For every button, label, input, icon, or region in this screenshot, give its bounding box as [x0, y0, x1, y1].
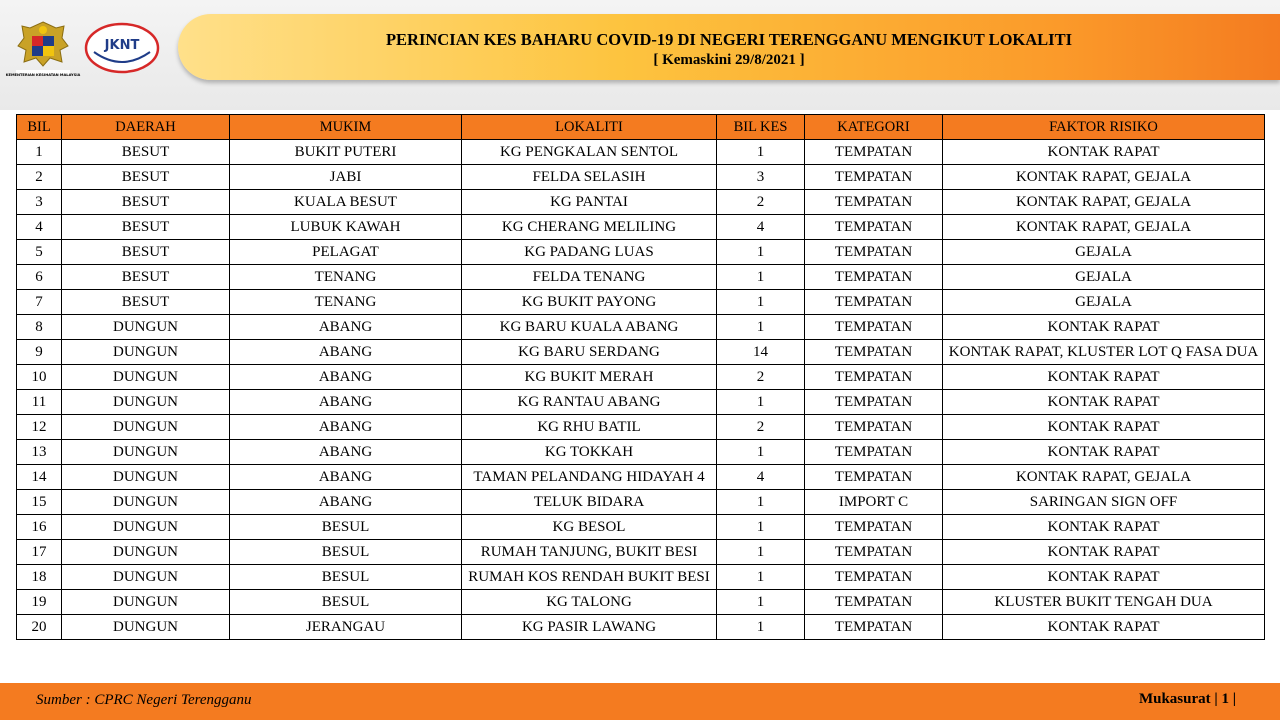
cell-lokaliti: KG PANTAI	[462, 190, 717, 215]
cell-daerah: DUNGUN	[62, 390, 230, 415]
cell-daerah: DUNGUN	[62, 365, 230, 390]
cell-mukim: BESUL	[230, 515, 462, 540]
table-row	[17, 490, 1265, 515]
cell-bil-kes: 3	[717, 165, 805, 190]
cell-mukim: ABANG	[230, 365, 462, 390]
cell-bil-kes: 1	[717, 140, 805, 165]
cell-bil-kes: 1	[717, 240, 805, 265]
col-header-faktor-risiko: FAKTOR RISIKO	[943, 115, 1265, 140]
table-row	[17, 515, 1265, 540]
cell-kategori: TEMPATAN	[805, 365, 943, 390]
table-row	[17, 190, 1265, 215]
cell-kategori: TEMPATAN	[805, 390, 943, 415]
cell-faktor-risiko: KONTAK RAPAT	[943, 365, 1265, 390]
cell-lokaliti: TELUK BIDARA	[462, 490, 717, 515]
cell-kategori: TEMPATAN	[805, 215, 943, 240]
cell-faktor-risiko: SARINGAN SIGN OFF	[943, 490, 1265, 515]
cell-kategori: TEMPATAN	[805, 140, 943, 165]
cell-daerah: BESUT	[62, 240, 230, 265]
cell-faktor-risiko: KONTAK RAPAT, GEJALA	[943, 215, 1265, 240]
col-header-daerah: DAERAH	[62, 115, 230, 140]
col-header-bil: BIL	[17, 115, 62, 140]
table-row	[17, 390, 1265, 415]
cell-bil: 6	[17, 265, 62, 290]
cell-faktor-risiko: KONTAK RAPAT	[943, 615, 1265, 640]
cell-daerah: BESUT	[62, 140, 230, 165]
cell-bil: 15	[17, 490, 62, 515]
cell-faktor-risiko: KONTAK RAPAT	[943, 565, 1265, 590]
cell-faktor-risiko: GEJALA	[943, 290, 1265, 315]
cell-faktor-risiko: KONTAK RAPAT, GEJALA	[943, 190, 1265, 215]
cell-kategori: TEMPATAN	[805, 590, 943, 615]
cell-daerah: DUNGUN	[62, 590, 230, 615]
cell-mukim: BUKIT PUTERI	[230, 140, 462, 165]
cell-faktor-risiko: KONTAK RAPAT, KLUSTER LOT Q FASA DUA	[943, 340, 1265, 365]
cell-bil: 9	[17, 340, 62, 365]
table-row	[17, 590, 1265, 615]
cell-bil: 10	[17, 365, 62, 390]
footer-source: Sumber : CPRC Negeri Terengganu	[36, 692, 252, 708]
cell-daerah: DUNGUN	[62, 415, 230, 440]
col-header-lokaliti: LOKALITI	[462, 115, 717, 140]
cell-kategori: TEMPATAN	[805, 565, 943, 590]
jkn-logo-text: JKNT	[104, 38, 140, 53]
cell-faktor-risiko: KONTAK RAPAT	[943, 515, 1265, 540]
cell-daerah: DUNGUN	[62, 340, 230, 365]
cell-bil-kes: 2	[717, 365, 805, 390]
table-row	[17, 165, 1265, 190]
cell-faktor-risiko: KONTAK RAPAT, GEJALA	[943, 165, 1265, 190]
cell-lokaliti: KG BUKIT PAYONG	[462, 290, 717, 315]
cell-faktor-risiko: KONTAK RAPAT, GEJALA	[943, 465, 1265, 490]
cell-mukim: ABANG	[230, 315, 462, 340]
cell-bil: 19	[17, 590, 62, 615]
cell-bil: 5	[17, 240, 62, 265]
cell-bil-kes: 1	[717, 315, 805, 340]
col-header-mukim: MUKIM	[230, 115, 462, 140]
cell-bil: 12	[17, 415, 62, 440]
cell-lokaliti: KG RANTAU ABANG	[462, 390, 717, 415]
cell-lokaliti: KG BESOL	[462, 515, 717, 540]
cell-bil-kes: 1	[717, 265, 805, 290]
cell-bil: 20	[17, 615, 62, 640]
cell-daerah: DUNGUN	[62, 490, 230, 515]
cell-lokaliti: KG BARU SERDANG	[462, 340, 717, 365]
cell-daerah: BESUT	[62, 290, 230, 315]
cell-faktor-risiko: KLUSTER BUKIT TENGAH DUA	[943, 590, 1265, 615]
cell-bil-kes: 1	[717, 515, 805, 540]
table-header-row	[17, 115, 1265, 140]
cell-faktor-risiko: KONTAK RAPAT	[943, 415, 1265, 440]
cell-bil-kes: 1	[717, 540, 805, 565]
cell-mukim: ABANG	[230, 390, 462, 415]
cell-lokaliti: KG PADANG LUAS	[462, 240, 717, 265]
cell-lokaliti: KG RHU BATIL	[462, 415, 717, 440]
cell-bil-kes: 4	[717, 215, 805, 240]
cell-mukim: JERANGAU	[230, 615, 462, 640]
cell-kategori: TEMPATAN	[805, 440, 943, 465]
cell-lokaliti: KG CHERANG MELILING	[462, 215, 717, 240]
cell-bil-kes: 1	[717, 565, 805, 590]
cell-mukim: BESUL	[230, 590, 462, 615]
jkn-logo	[84, 22, 160, 74]
cell-daerah: BESUT	[62, 190, 230, 215]
cell-daerah: DUNGUN	[62, 515, 230, 540]
cell-mukim: TENANG	[230, 265, 462, 290]
cell-kategori: IMPORT C	[805, 490, 943, 515]
cell-kategori: TEMPATAN	[805, 290, 943, 315]
table-row	[17, 240, 1265, 265]
cell-faktor-risiko: KONTAK RAPAT	[943, 390, 1265, 415]
cell-kategori: TEMPATAN	[805, 240, 943, 265]
cell-mukim: ABANG	[230, 415, 462, 440]
cell-lokaliti: FELDA TENANG	[462, 265, 717, 290]
cell-bil-kes: 1	[717, 590, 805, 615]
page-title: PERINCIAN KES BAHARU COVID-19 DI NEGERI TERENGGANU MENGIKUT LOKALITI	[385, 30, 1073, 49]
cell-bil: 1	[17, 140, 62, 165]
cell-daerah: DUNGUN	[62, 465, 230, 490]
cell-daerah: BESUT	[62, 165, 230, 190]
cell-bil-kes: 1	[717, 490, 805, 515]
cases-table	[16, 114, 1265, 640]
cell-bil-kes: 1	[717, 440, 805, 465]
cell-lokaliti: KG PASIR LAWANG	[462, 615, 717, 640]
cell-bil: 2	[17, 165, 62, 190]
cell-lokaliti: KG TOKKAH	[462, 440, 717, 465]
cell-lokaliti: RUMAH TANJUNG, BUKIT BESI	[462, 540, 717, 565]
cell-bil: 11	[17, 390, 62, 415]
cell-mukim: KUALA BESUT	[230, 190, 462, 215]
cell-mukim: PELAGAT	[230, 240, 462, 265]
table-row	[17, 265, 1265, 290]
cell-daerah: DUNGUN	[62, 615, 230, 640]
cell-bil: 16	[17, 515, 62, 540]
cell-bil: 3	[17, 190, 62, 215]
cell-faktor-risiko: KONTAK RAPAT	[943, 315, 1265, 340]
cell-bil: 4	[17, 215, 62, 240]
cell-faktor-risiko: GEJALA	[943, 240, 1265, 265]
cell-kategori: TEMPATAN	[805, 340, 943, 365]
page-number: Mukasurat | 1 |	[1138, 691, 1236, 707]
table-row	[17, 340, 1265, 365]
cell-lokaliti: KG BARU KUALA ABANG	[462, 315, 717, 340]
cell-kategori: TEMPATAN	[805, 190, 943, 215]
table-row	[17, 565, 1265, 590]
cell-daerah: DUNGUN	[62, 315, 230, 340]
cell-kategori: TEMPATAN	[805, 540, 943, 565]
cell-mukim: ABANG	[230, 440, 462, 465]
kkm-logo-text: KEMENTERIAN KESIHATAN MALAYSIA	[5, 73, 81, 77]
cell-bil-kes: 1	[717, 615, 805, 640]
table-row	[17, 440, 1265, 465]
cell-lokaliti: FELDA SELASIH	[462, 165, 717, 190]
title-banner	[178, 14, 1280, 80]
cell-mukim: ABANG	[230, 340, 462, 365]
cell-daerah: BESUT	[62, 265, 230, 290]
col-header-bil-kes: BIL KES	[717, 115, 805, 140]
table-row	[17, 365, 1265, 390]
cell-bil: 14	[17, 465, 62, 490]
cell-mukim: TENANG	[230, 290, 462, 315]
table-row	[17, 615, 1265, 640]
cell-kategori: TEMPATAN	[805, 465, 943, 490]
cell-lokaliti: KG TALONG	[462, 590, 717, 615]
cell-bil: 8	[17, 315, 62, 340]
cell-daerah: DUNGUN	[62, 540, 230, 565]
table-row	[17, 315, 1265, 340]
cell-kategori: TEMPATAN	[805, 165, 943, 190]
cell-faktor-risiko: KONTAK RAPAT	[943, 540, 1265, 565]
cell-bil-kes: 2	[717, 190, 805, 215]
table-row	[17, 540, 1265, 565]
col-header-kategori: KATEGORI	[805, 115, 943, 140]
cell-daerah: DUNGUN	[62, 565, 230, 590]
cell-mukim: BESUL	[230, 540, 462, 565]
cell-bil-kes: 2	[717, 415, 805, 440]
cell-bil: 7	[17, 290, 62, 315]
cell-kategori: TEMPATAN	[805, 265, 943, 290]
table-row	[17, 215, 1265, 240]
cell-kategori: TEMPATAN	[805, 615, 943, 640]
cell-lokaliti: KG BUKIT MERAH	[462, 365, 717, 390]
table-row	[17, 290, 1265, 315]
cell-daerah: BESUT	[62, 215, 230, 240]
cell-bil-kes: 4	[717, 465, 805, 490]
cell-kategori: TEMPATAN	[805, 415, 943, 440]
cell-bil: 17	[17, 540, 62, 565]
kkm-logo	[5, 18, 81, 88]
cell-mukim: BESUL	[230, 565, 462, 590]
cell-mukim: ABANG	[230, 465, 462, 490]
cell-mukim: ABANG	[230, 490, 462, 515]
cell-mukim: LUBUK KAWAH	[230, 215, 462, 240]
cell-lokaliti: TAMAN PELANDANG HIDAYAH 4	[462, 465, 717, 490]
cell-kategori: TEMPATAN	[805, 515, 943, 540]
cell-mukim: JABI	[230, 165, 462, 190]
update-date: [ Kemaskini 29/8/2021 ]	[653, 52, 805, 68]
cell-kategori: TEMPATAN	[805, 315, 943, 340]
table-row	[17, 465, 1265, 490]
cell-faktor-risiko: GEJALA	[943, 265, 1265, 290]
cell-lokaliti: RUMAH KOS RENDAH BUKIT BESI	[462, 565, 717, 590]
cell-bil: 18	[17, 565, 62, 590]
cell-bil-kes: 1	[717, 390, 805, 415]
cell-bil: 13	[17, 440, 62, 465]
cell-bil-kes: 1	[717, 290, 805, 315]
table-row	[17, 415, 1265, 440]
cell-faktor-risiko: KONTAK RAPAT	[943, 140, 1265, 165]
footer-bar	[0, 683, 1280, 720]
cell-faktor-risiko: KONTAK RAPAT	[943, 440, 1265, 465]
cell-daerah: DUNGUN	[62, 440, 230, 465]
table-row	[17, 140, 1265, 165]
cell-bil-kes: 14	[717, 340, 805, 365]
cell-lokaliti: KG PENGKALAN SENTOL	[462, 140, 717, 165]
